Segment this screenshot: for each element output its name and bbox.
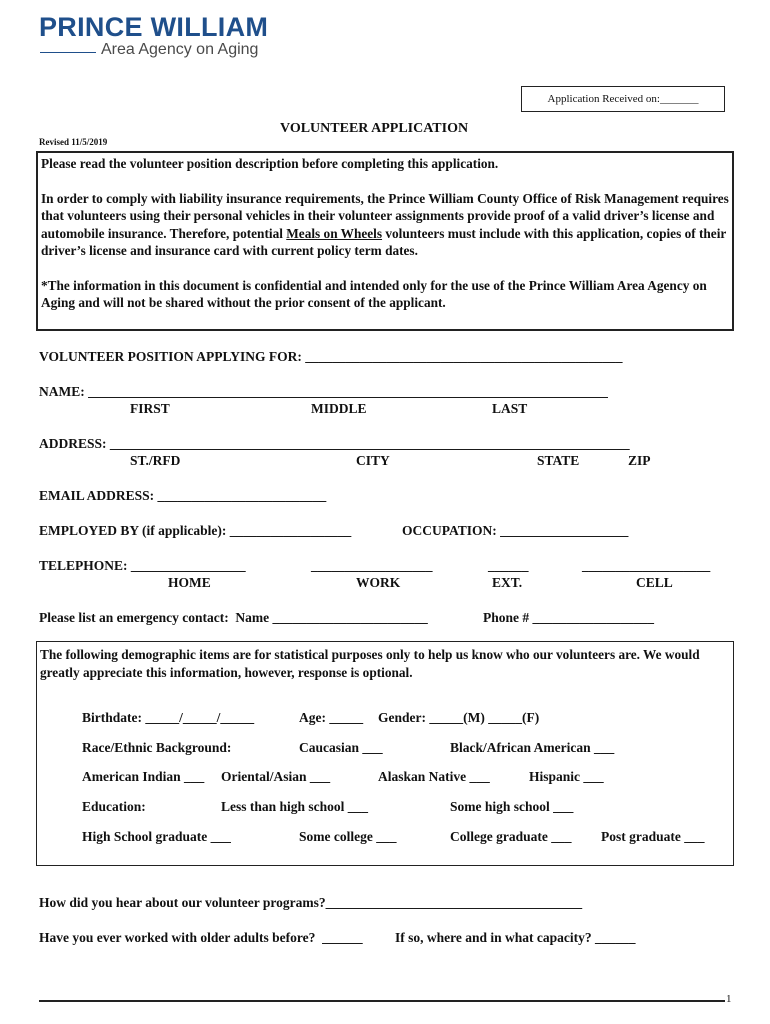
race-label: Race/Ethnic Background: <box>82 740 232 755</box>
caucasian-option[interactable]: Caucasian ___ <box>299 740 383 755</box>
position-field[interactable]: VOLUNTEER POSITION APPLYING FOR: _______________________________________________ <box>39 349 623 364</box>
age-field[interactable]: Age: _____ <box>299 710 364 725</box>
birthdate-field[interactable]: Birthdate: _____/_____/_____ <box>82 710 255 725</box>
org-logo-subtitle: Area Agency on Aging <box>101 41 259 58</box>
last-label: LAST <box>492 401 528 416</box>
middle-label: MIDDLE <box>311 401 367 416</box>
notice-paragraph-2 <box>41 190 729 260</box>
emergency-contact-name-field[interactable]: Please list an emergency contact: Name _______________________ <box>39 610 428 625</box>
american-indian-option[interactable]: American Indian ___ <box>82 769 205 784</box>
work-label: WORK <box>356 575 401 590</box>
city-label: CITY <box>356 453 390 468</box>
college-graduate-option[interactable]: College graduate ___ <box>450 829 572 844</box>
page-title: VOLUNTEER APPLICATION <box>280 121 469 136</box>
employed-by-field[interactable]: EMPLOYED BY (if applicable): __________________ <box>39 523 352 538</box>
footer-rule <box>39 1000 725 1002</box>
education-label: Education: <box>82 799 146 814</box>
telephone-cell-field[interactable]: ___________________ <box>582 558 711 573</box>
telephone-home-field[interactable]: TELEPHONE: _________________ <box>39 558 246 573</box>
post-graduate-option[interactable]: Post graduate ___ <box>601 829 705 844</box>
notice-paragraph-2-start: In order to comply with liability insurance requirements, the Prince William County Office of Risk Management requires that volunteers using their personal vehicles in their volunteer assignments provide proof of a valid driver’s license and automobile insurance. Therefore, potential <box>41 190 729 241</box>
telephone-work-field[interactable]: __________________ <box>311 558 433 573</box>
hispanic-option[interactable]: Hispanic ___ <box>529 769 604 784</box>
high-school-graduate-option[interactable]: High School graduate ___ <box>82 829 231 844</box>
email-field[interactable]: EMAIL ADDRESS: _________________________ <box>39 488 327 503</box>
demographics-intro: The following demographic items are for statistical purposes only to help us know who our volunteers are. We would greatly appreciate this information, however, response is optional. <box>40 647 700 680</box>
some-high-school-option[interactable]: Some high school ___ <box>450 799 574 814</box>
notice-line-1: Please read the volunteer position description before completing this application. <box>41 156 499 171</box>
occupation-field[interactable]: OCCUPATION: ___________________ <box>402 523 629 538</box>
alaskan-native-option[interactable]: Alaskan Native ___ <box>378 769 490 784</box>
address-field[interactable]: ADDRESS: _____________________________________________________________________________ <box>39 436 630 451</box>
first-label: FIRST <box>130 401 170 416</box>
notice-paragraph-3: *The information in this document is confidential and intended only for the use of the Prince William Area Agency on Aging and will not be shared without the prior consent of the applicant. <box>41 277 707 310</box>
home-label: HOME <box>168 575 211 590</box>
meals-on-wheels-text: Meals on Wheels <box>286 225 383 241</box>
application-received-box <box>521 86 725 112</box>
where-capacity-field[interactable]: If so, where and in what capacity? ______ <box>395 930 636 945</box>
state-label: STATE <box>537 453 580 468</box>
street-label: ST./RFD <box>130 453 181 468</box>
name-field[interactable]: NAME: _____________________________________________________________________________ <box>39 384 608 399</box>
oriental-asian-option[interactable]: Oriental/Asian ___ <box>221 769 331 784</box>
page-number: 1 <box>726 993 732 1005</box>
gender-field[interactable]: Gender: _____(M) _____(F) <box>378 710 540 725</box>
revised-date: Revised 11/5/2019 <box>39 137 108 147</box>
zip-label: ZIP <box>628 453 651 468</box>
org-logo-title: PRINCE WILLIAM <box>39 12 269 42</box>
ext-label: EXT. <box>492 575 523 590</box>
application-received-label: Application Received on:_______ <box>547 93 699 105</box>
emergency-contact-phone-field[interactable]: Phone # __________________ <box>483 610 655 625</box>
worked-older-adults-field[interactable]: Have you ever worked with older adults before? ______ <box>39 930 363 945</box>
less-than-high-school-option[interactable]: Less than high school ___ <box>221 799 369 814</box>
notice-paragraph-2-end: volunteers must include with this application, copies of their driver’s license and insurance card with current policy term dates. <box>41 225 727 258</box>
some-college-option[interactable]: Some college ___ <box>299 829 397 844</box>
black-option[interactable]: Black/African American ___ <box>450 740 615 755</box>
hear-about-field[interactable]: How did you hear about our volunteer programs?______________________________________ <box>39 895 583 910</box>
notice-box <box>36 151 734 331</box>
logo-rule <box>40 52 96 53</box>
cell-label: CELL <box>636 575 673 590</box>
telephone-ext-field[interactable]: ______ <box>488 558 529 573</box>
